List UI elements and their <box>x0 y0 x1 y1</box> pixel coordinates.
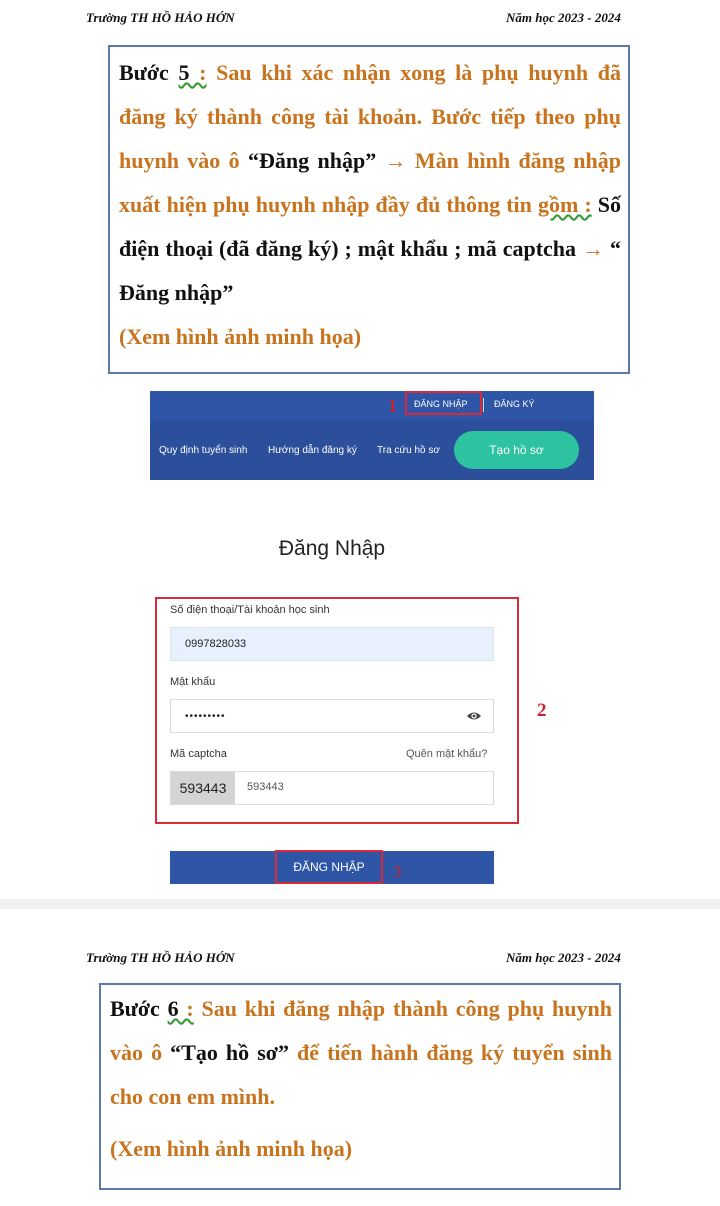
step5-colon: : <box>189 60 207 85</box>
nav-login-link[interactable]: ĐĂNG NHẬP <box>414 399 468 409</box>
menu-item-rules[interactable]: Quy định tuyển sinh <box>159 445 248 456</box>
phone-input[interactable]: 0997828033 <box>170 627 494 661</box>
login-submit-button[interactable]: ĐĂNG NHẬP <box>275 850 383 884</box>
step6-create-quote: “Tạo hồ sơ” <box>170 1040 289 1065</box>
step5-label: Bước <box>119 60 169 85</box>
create-profile-button[interactable]: Tạo hồ sơ <box>454 431 579 469</box>
marker-number-3: 3 <box>393 862 402 881</box>
step6-text-b: để tiến hành đăng ký tuyển sinh cho con em mình. <box>110 1040 613 1109</box>
step5-login-quote: “Đăng nhập” <box>248 148 377 173</box>
page2-header-school: Trường TH HỒ HẢO HỚN <box>86 950 235 965</box>
eye-icon[interactable] <box>466 709 482 723</box>
step6-label: Bước <box>110 996 160 1021</box>
top-nav-bar <box>150 391 594 420</box>
nav-register-link[interactable]: ĐĂNG KÝ <box>494 399 535 409</box>
forgot-password-link[interactable]: Quên mật khẩu? <box>406 748 488 760</box>
captcha-label: Mã captcha <box>170 748 227 760</box>
menu-item-guide[interactable]: Hướng dẫn đăng ký <box>268 445 357 456</box>
page-header-school: Trường TH HỒ HẢO HỚN <box>86 10 235 25</box>
step5-text-a: Sau khi xác nhận xong là phụ huynh đã đăng ký thành công tài khoản. Bước tiếp theo phụ huynh vào ô <box>119 60 622 173</box>
password-input[interactable]: ••••••••• <box>170 699 494 733</box>
step6-number: 6 <box>167 996 179 1021</box>
password-label: Mật khẩu <box>170 676 216 688</box>
step5-text-b: Màn hình đăng nhập xuất hiện phụ huynh nhập đầy đủ thông tin <box>119 148 621 217</box>
marker-box-1 <box>405 391 482 415</box>
captcha-code: 593443 <box>171 772 235 804</box>
step6-text-a: Sau khi đăng nhập thành công phụ huynh vào ô <box>110 996 612 1065</box>
phone-label: Số điện thoại/Tài khoản học sinh <box>170 604 330 616</box>
step5-paragraph <box>119 51 621 359</box>
step5-number: 5 <box>178 60 190 85</box>
step6-colon: : <box>178 996 194 1021</box>
step6-box <box>99 983 621 1190</box>
step5-arrow2-icon: → <box>582 236 605 261</box>
step5-gom: gồm : <box>537 192 592 217</box>
marker-number-1: 1 <box>388 396 397 416</box>
page2-header-year: Năm học 2023 - 2024 <box>506 950 621 965</box>
page-header-year: Năm học 2023 - 2024 <box>506 10 621 25</box>
step6-see-illustration: (Xem hình ảnh minh họa) <box>110 1136 353 1161</box>
marker-number-2: 2 <box>537 700 547 721</box>
page-separator <box>0 899 720 909</box>
step6-paragraph <box>110 987 612 1171</box>
step5-arrow-icon: → <box>376 148 415 173</box>
menu-item-lookup[interactable]: Tra cứu hồ sơ <box>377 445 440 456</box>
captcha-row <box>170 771 494 805</box>
login-title: Đăng Nhập <box>278 537 386 560</box>
step5-text-d: “ Đăng nhập” <box>119 236 622 305</box>
nav-divider <box>483 398 484 412</box>
captcha-input[interactable]: 593443 <box>247 781 284 793</box>
step5-see-illustration: (Xem hình ảnh minh họa) <box>119 324 362 349</box>
step5-box <box>108 45 630 374</box>
step5-text-c: Số điện thoại (đã đăng ký) ; mật khẩu ; mã captcha <box>119 192 621 261</box>
main-menu-bar <box>150 420 594 480</box>
